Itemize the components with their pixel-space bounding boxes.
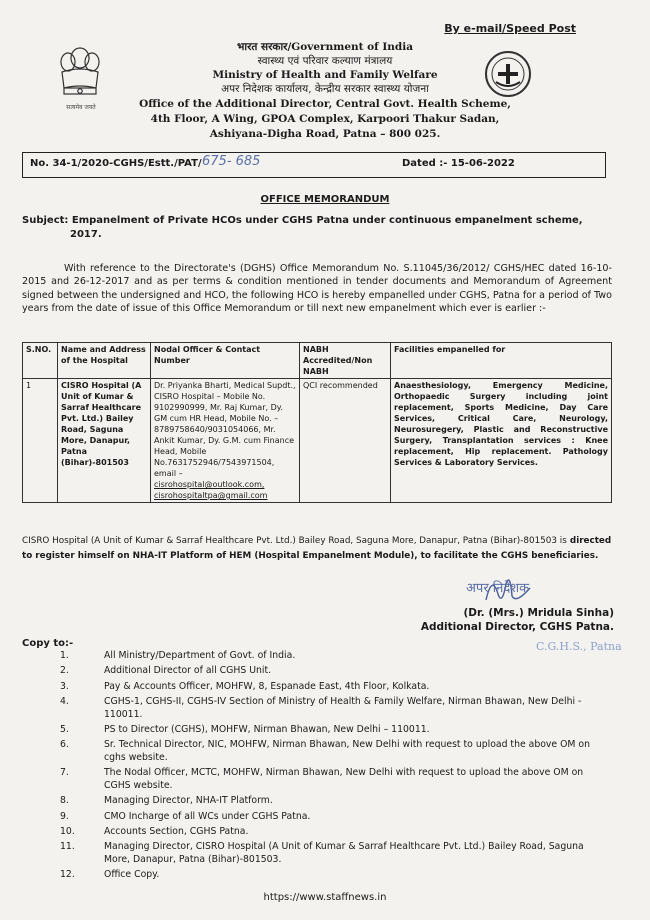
cell-contact [151, 379, 300, 503]
header-ministry: Ministry of Health and Family Welfare [212, 69, 438, 81]
signatory-name: (Dr. (Mrs.) Mridula Sinha) [463, 607, 614, 619]
list-item-text: Managing Director, NHA-IT Platform. [104, 795, 273, 807]
list-item-number: 6. [60, 739, 69, 751]
stamp-city: C.G.H.S., Patna [536, 640, 622, 653]
list-item-text: Additional Director of all CGHS Unit. [104, 665, 272, 677]
list-item-number: 8. [60, 795, 69, 807]
reference-date: Dated :- 15-06-2022 [402, 158, 515, 169]
signatory [421, 606, 614, 634]
list-item [60, 795, 590, 808]
list-item [60, 650, 590, 663]
email-link[interactable]: cisrohospitaltpa@gmail.com [154, 491, 268, 500]
cell-sno: 1 [23, 379, 58, 503]
header-office-hindi: अपर निदेशक कार्यालय, केन्द्रीय सरकार स्वास्थ्य योजना [221, 83, 429, 95]
col-sno: S.NO. [23, 343, 58, 379]
table-row [23, 379, 612, 503]
list-item-number: 9. [60, 810, 69, 822]
list-item [60, 841, 590, 867]
cell-hospital: CISRO Hospital (A Unit of Kumar & Sarraf Healthcare Pvt. Ltd.) Bailey Road, Saguna More, Danapur, Patna (Bihar)-801503 [58, 379, 151, 503]
list-item [60, 665, 590, 678]
list-item [60, 811, 590, 824]
contact-text: Dr. Priyanka Bharti, Medical Supdt., CISRO Hospital – Mobile No. 9102990999, Mr. Raj Kumar, Dy. GM cum HR Head, Mobile No. – 8789758640/9031054066, Mr. Ankit Kumar, Dy. G.M. cum Finance Head, Mobile No.7631752946/7543971504, email – [154, 381, 296, 478]
header-govt: भारत सरकार/Government of India [236, 41, 414, 53]
list-item-number: 4. [60, 695, 69, 707]
cell-nabh: QCI recommended [300, 379, 391, 503]
directive-text: directed to register himself on NHA-IT Platform of HEM (Hospital Empanelment Module), to facilitate the CGHS beneficiaries. [22, 536, 612, 561]
list-item-text: All Ministry/Department of Govt. of India. [104, 650, 296, 661]
email-link[interactable]: cisrohospital@outlook.com, [154, 480, 265, 489]
cell-facilities: Anaesthesiology, Emergency Medicine, Orthopaedic Surgery including joint replacement, Sports Medicine, Day Care Services, Critical Care, Neurology, Neurosuregery, Plastic and Reconstructive Surgery, Transplantation services : Knee replacement, Hip replacement. Pathology Services & Laboratory Services. [391, 379, 612, 503]
table-header-row [23, 343, 612, 379]
directive-paragraph [22, 534, 612, 564]
list-item-number: 12. [60, 869, 75, 881]
header-ministry-hindi: स्वास्थ्य एवं परिवार कल्याण मंत्रालय [257, 55, 393, 67]
list-item-number: 2. [60, 665, 69, 677]
body-paragraph: With reference to the Directorate's (DGHS) Office Memorandum No. S.11045/36/2012/ CGHS/HEC dated 16-10-2015 and 26-12-2017 and as per terms & condition mentioned in tender documents and Memorandum of Agreement signed between the undersigned and HCO, the following HCO is hereby empanelled under CGHS, Patna for a period of Two years from the date of issue of this Office Memorandum or till next new empanelment which ever is earlier :- [22, 263, 612, 315]
reference-number: No. 34-1/2020-CGHS/Estt./PAT/ [30, 158, 202, 169]
list-item-text: Sr. Technical Director, NIC, MOHFW, Nirman Bhawan, New Delhi with request to upload the above OM on cghs website. [104, 739, 590, 764]
emblem-caption: सत्यमेव जयते [66, 104, 96, 111]
col-facilities: Facilities empanelled for [391, 343, 612, 379]
list-item-number: 3. [60, 680, 69, 692]
list-item-text: Managing Director, CISRO Hospital (A Unit of Kumar & Sarraf Healthcare Pvt. Ltd.) Bailey Road, Saguna More, Danapur, Patna (Bihar)-801503. [104, 841, 584, 866]
signature-stamp-hindi: अपर निदेशक [466, 581, 530, 596]
header-address: 4th Floor, A Wing, GPOA Complex, Karpoori Thakur Sadan, [150, 113, 500, 125]
list-item [60, 767, 590, 793]
list-item-text: Pay & Accounts Officer, MOHFW, 8, Espanade East, 4th Floor, Kolkata. [104, 680, 430, 692]
list-item [60, 724, 590, 737]
footer-url[interactable]: https://www.staffnews.in [263, 892, 387, 903]
handwritten-dispatch-number: 675- 685 [202, 154, 261, 169]
list-item-number: 10. [60, 826, 75, 838]
list-item-text: CMO Incharge of all WCs under CGHS Patna. [104, 810, 311, 822]
list-item [60, 869, 590, 882]
signatory-designation: Additional Director, CGHS Patna. [420, 621, 614, 633]
subject: Subject: Empanelment of Private HCOs under CGHS Patna under continuous empanelment scheme, 2017. [22, 215, 583, 240]
delivery-note: By e-mail/Speed Post [444, 22, 576, 35]
list-item-number: 1. [60, 650, 69, 661]
col-contact: Nodal Officer & Contact Number [151, 343, 300, 379]
list-item-text: The Nodal Officer, MCTC, MOHFW, Nirman Bhawan, New Delhi with request to upload the above OM on CGHS website. [104, 767, 584, 792]
copy-to-list [60, 650, 590, 885]
col-nabh: NABH Accredited/Non NABH [300, 343, 391, 379]
header-road: Ashiyana-Digha Road, Patna – 800 025. [209, 128, 441, 140]
header-office: Office of the Additional Director, Central Govt. Health Scheme, [139, 98, 511, 110]
list-item-text: CGHS-1, CGHS-II, CGHS-IV Section of Ministry of Health & Family Welfare, Nirman Bhawan, New Delhi - 110011. [104, 695, 582, 720]
hco-table [22, 342, 612, 503]
copy-to-label: Copy to:- [22, 638, 74, 649]
col-hospital: Name and Address of the Hospital [58, 343, 151, 379]
directive-hospital: CISRO Hospital (A Unit of Kumar & Sarraf Healthcare Pvt. Ltd.) Bailey Road, Saguna More, Danapur, Patna (Bihar)-801503 is [22, 536, 567, 546]
list-item-number: 5. [60, 723, 69, 735]
list-item [60, 696, 590, 722]
page-title: OFFICE MEMORANDUM [260, 194, 390, 205]
list-item-number: 11. [60, 841, 75, 853]
list-item-text: PS to Director (CGHS), MOHFW, Nirman Bhawan, New Delhi – 110011. [104, 723, 430, 735]
list-item-text: Office Copy. [104, 869, 160, 881]
list-item [60, 681, 590, 694]
list-item [60, 739, 590, 765]
list-item-text: Accounts Section, CGHS Patna. [104, 826, 249, 838]
list-item-number: 7. [60, 767, 69, 779]
list-item [60, 826, 590, 839]
